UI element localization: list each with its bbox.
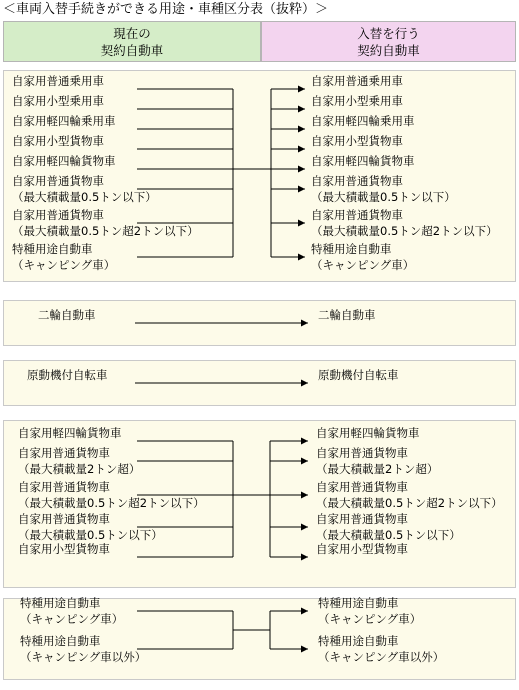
replacement-vehicle-item: [318, 633, 444, 665]
current-vehicle-item-line: （最大積載量0.5トン以下）: [12, 190, 157, 204]
current-vehicle-item: [12, 93, 104, 109]
replacement-vehicle-item-line: （最大積載量0.5トン超2トン以下）: [316, 496, 503, 510]
replacement-vehicle-item: [311, 73, 403, 89]
current-vehicle-item: [18, 425, 122, 441]
replacement-vehicle-item-line: 自家用軽四輪貨物車: [316, 426, 420, 440]
current-vehicle-item-line: 自家用普通貨物車: [18, 512, 110, 526]
current-vehicle-item-line: 自家用普通貨物車: [18, 446, 110, 460]
replacement-vehicle-item: [311, 241, 414, 273]
current-vehicle-item: [12, 113, 116, 129]
current-vehicle-item-line: 自家用小型貨物車: [12, 134, 104, 148]
replacement-vehicle-item-line: 自家用普通乗用車: [311, 74, 403, 88]
replacement-vehicle-item: [316, 425, 420, 441]
current-vehicle-item-line: 特種用途自動車: [20, 596, 101, 610]
current-vehicle-item-line: 原動機付自転車: [27, 368, 108, 382]
replacement-vehicle-item-line: （キャンピング車以外）: [318, 650, 445, 664]
current-vehicle-item: [12, 241, 115, 273]
current-vehicle-item: [18, 479, 205, 511]
current-vehicle-item: [20, 633, 146, 665]
replacement-vehicle-item-line: 自家用軽四輪貨物車: [311, 154, 415, 168]
current-vehicle-item: [27, 367, 108, 383]
current-vehicle-item: [12, 207, 199, 239]
current-vehicle-item: [18, 511, 163, 543]
current-vehicle-item-line: 自家用普通貨物車: [12, 208, 104, 222]
replacement-vehicle-item: [311, 93, 403, 109]
header-current-line2: 契約自動車: [100, 42, 164, 58]
replacement-vehicle-item-line: 二輪自動車: [318, 308, 376, 322]
current-vehicle-item-line: 自家用普通乗用車: [12, 74, 104, 88]
replacement-vehicle-item-line: （最大積載量0.5トン以下）: [316, 528, 461, 542]
replacement-vehicle-item-line: 自家用小型貨物車: [316, 542, 408, 556]
replacement-vehicle-item-line: 特種用途自動車: [318, 634, 399, 648]
header-replacement-line2: 契約自動車: [357, 42, 420, 58]
current-vehicle-item-line: （最大積載量0.5トン以下）: [18, 528, 163, 542]
replacement-vehicle-item-line: 自家用普通貨物車: [316, 480, 408, 494]
replacement-vehicle-item: [318, 595, 421, 627]
replacement-vehicle-item: [311, 153, 415, 169]
current-vehicle-item: [12, 153, 116, 169]
replacement-vehicle-item: [318, 307, 376, 323]
current-vehicle-item: [12, 173, 157, 205]
replacement-vehicle-item: [316, 479, 503, 511]
header-replacement-vehicle: [261, 21, 516, 62]
replacement-vehicle-item-line: （キャンピング車）: [311, 258, 415, 272]
current-vehicle-item-line: 自家用軽四輪貨物車: [18, 426, 122, 440]
current-vehicle-item-line: （キャンピング車以外）: [20, 650, 147, 664]
current-vehicle-item-line: 特種用途自動車: [20, 634, 101, 648]
replacement-vehicle-item-line: 自家用小型貨物車: [311, 134, 403, 148]
current-vehicle-item: [38, 307, 96, 323]
header-replacement-line1: 入替を行う: [357, 25, 420, 41]
current-vehicle-item: [12, 133, 104, 149]
replacement-vehicle-item-line: 自家用普通貨物車: [316, 512, 408, 526]
replacement-vehicle-item-line: （最大積載量2トン超）: [316, 462, 439, 476]
current-vehicle-item-line: 自家用軽四輪乗用車: [12, 114, 116, 128]
replacement-vehicle-item: [318, 367, 399, 383]
header-current-vehicle: [3, 21, 261, 62]
replacement-vehicle-item: [311, 113, 415, 129]
replacement-vehicle-item-line: 特種用途自動車: [311, 242, 392, 256]
current-vehicle-item-line: 二輪自動車: [38, 308, 96, 322]
current-vehicle-item-line: （キャンピング車）: [12, 258, 116, 272]
replacement-vehicle-item-line: 原動機付自転車: [318, 368, 399, 382]
replacement-vehicle-item: [311, 173, 456, 205]
replacement-vehicle-item-line: 自家用軽四輪乗用車: [311, 114, 415, 128]
current-vehicle-item-line: （最大積載量0.5トン超2トン以下）: [12, 224, 199, 238]
replacement-vehicle-item: [316, 511, 461, 543]
current-vehicle-item: [18, 445, 140, 477]
current-vehicle-item-line: 自家用小型貨物車: [18, 542, 110, 556]
replacement-vehicle-item-line: （キャンピング車）: [318, 612, 422, 626]
replacement-vehicle-item-line: 自家用普通貨物車: [311, 174, 403, 188]
current-vehicle-item-line: （最大積載量0.5トン超2トン以下）: [18, 496, 205, 510]
replacement-vehicle-item: [311, 207, 498, 239]
current-vehicle-item-line: （キャンピング車）: [20, 612, 124, 626]
current-vehicle-item: [12, 73, 104, 89]
replacement-vehicle-item-line: 自家用小型乗用車: [311, 94, 403, 108]
current-vehicle-item-line: 自家用普通貨物車: [18, 480, 110, 494]
current-vehicle-item-line: 自家用小型乗用車: [12, 94, 104, 108]
current-vehicle-item-line: 特種用途自動車: [12, 242, 93, 256]
header-current-line1: 現在の: [113, 25, 151, 41]
replacement-vehicle-item-line: （最大積載量0.5トン超2トン以下）: [311, 224, 498, 238]
page-title: ＜車両入替手続きができる用途・車種区分表（抜粋）＞: [3, 2, 329, 17]
replacement-vehicle-item-line: 自家用普通貨物車: [316, 446, 408, 460]
current-vehicle-item-line: 自家用普通貨物車: [12, 174, 104, 188]
replacement-vehicle-item: [316, 541, 408, 557]
replacement-vehicle-item-line: 自家用普通貨物車: [311, 208, 403, 222]
replacement-vehicle-item-line: 特種用途自動車: [318, 596, 399, 610]
replacement-vehicle-item: [311, 133, 403, 149]
current-vehicle-item: [18, 541, 110, 557]
current-vehicle-item: [20, 595, 123, 627]
replacement-vehicle-item: [316, 445, 438, 477]
current-vehicle-item-line: 自家用軽四輪貨物車: [12, 154, 116, 168]
current-vehicle-item-line: （最大積載量2トン超）: [18, 462, 141, 476]
replacement-vehicle-item-line: （最大積載量0.5トン以下）: [311, 190, 456, 204]
